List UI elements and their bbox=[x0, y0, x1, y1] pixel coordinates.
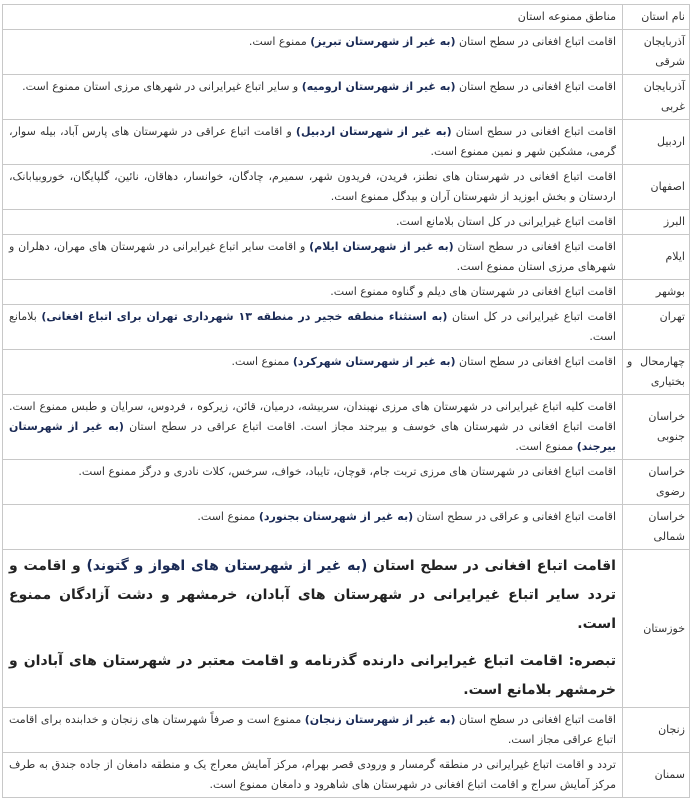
zone-exception: (به غیر از شهرستان ارومیه) bbox=[301, 80, 456, 93]
header-province: نام استان bbox=[623, 5, 690, 30]
zone-exception: (به غیر از شهرستان بیرجند) bbox=[9, 420, 616, 453]
zone-exception: (به غیر از شهرستان تبریز) bbox=[310, 35, 456, 48]
table-row bbox=[3, 460, 690, 505]
zone-text: اقامت اتباع افغانی و عراقی در سطح استان bbox=[413, 510, 616, 523]
zone-cell bbox=[3, 75, 623, 120]
zone-text: و اقامت اتباع عراقی در شهرستان های پارس آباد، بیله سوار، گرمی، مشکین شهر و نمین ممنوع است. bbox=[9, 125, 616, 158]
table-header-row bbox=[3, 5, 690, 30]
zone-text: اقامت اتباع افغانی در سطح استان bbox=[451, 125, 617, 138]
province-cell: اصفهان bbox=[623, 165, 690, 210]
zone-cell bbox=[3, 395, 623, 460]
table-row bbox=[3, 305, 690, 350]
zone-cell bbox=[3, 165, 623, 210]
table-row bbox=[3, 550, 690, 708]
zone-text: ممنوع است و صرفاً شهرستان های زنجان و خدابنده برای اقامت اتباع عراقی مجاز است. bbox=[9, 713, 616, 746]
zone-exception: (به غیر از شهرستان شهرکرد) bbox=[292, 355, 456, 368]
province-cell: اردبیل bbox=[623, 120, 690, 165]
zone-text: اقامت اتباع افغانی در شهرستان های دیلم و گناوه ممنوع است. bbox=[330, 285, 616, 298]
table-row bbox=[3, 505, 690, 550]
table-row bbox=[3, 708, 690, 753]
table-row bbox=[3, 753, 690, 798]
province-cell: بوشهر bbox=[623, 280, 690, 305]
header-zones: مناطق ممنوعه استان bbox=[3, 5, 623, 30]
table-row bbox=[3, 235, 690, 280]
zone-cell bbox=[3, 30, 623, 75]
zone-exception: (به غیر از شهرستان بجنورد) bbox=[258, 510, 414, 523]
zone-exception: (به غیر از شهرستان ایلام) bbox=[309, 240, 454, 253]
zone-cell bbox=[3, 120, 623, 165]
table-row bbox=[3, 120, 690, 165]
zone-text: اقامت اتباع افغانی در سطح استان bbox=[455, 355, 616, 368]
zone-text: اقامت اتباع غیرایرانی در کل استان بلامانع است. bbox=[396, 215, 616, 228]
zone-exception: (به غیر از شهرستان اردبیل) bbox=[295, 125, 452, 138]
zone-text: ممنوع است. bbox=[197, 510, 259, 523]
zone-text: ممنوع است. bbox=[515, 440, 577, 453]
zone-cell bbox=[3, 350, 623, 395]
restricted-zones-table bbox=[2, 4, 690, 798]
province-cell: زنجان bbox=[623, 708, 690, 753]
table-row bbox=[3, 350, 690, 395]
zone-cell bbox=[3, 280, 623, 305]
zone-text: و سایر اتباع غیرایرانی در شهرهای مرزی استان ممنوع است. bbox=[22, 80, 302, 93]
zone-cell bbox=[3, 505, 623, 550]
province-cell: ایلام bbox=[623, 235, 690, 280]
province-cell: خوزستان bbox=[623, 550, 690, 708]
table-row bbox=[3, 395, 690, 460]
zone-text: ممنوع است. bbox=[231, 355, 293, 368]
zone-text: اقامت اتباع افغانی در شهرستان های مرزی تربت جام، قوچان، تایباد، خواف، سرخس، کلات نادری و درگز ممنوع است. bbox=[78, 465, 616, 478]
table-row bbox=[3, 210, 690, 235]
zone-cell bbox=[3, 210, 623, 235]
zone-cell bbox=[3, 550, 623, 708]
zone-text: اقامت اتباع غیرایرانی در کل استان bbox=[447, 310, 616, 323]
zone-cell bbox=[3, 305, 623, 350]
province-cell: خراسان شمالی bbox=[623, 505, 690, 550]
zone-text: بلامانع است. bbox=[9, 310, 616, 343]
zone-exception: (به غیر از شهرستان زنجان) bbox=[304, 713, 456, 726]
province-cell: خراسان رضوی bbox=[623, 460, 690, 505]
zone-text: اقامت اتباع افغانی در شهرستان های نطنز، فریدن، فریدون شهر، سمیرم، چادگان، خوانسار، دهاقان، نائین، گلپایگان، خوروبیابانک، اردستان و بخش ابوزید از شهرستان آران و بیدگل ممنوع است. bbox=[9, 170, 616, 203]
province-cell: تهران bbox=[623, 305, 690, 350]
zone-cell bbox=[3, 235, 623, 280]
table-row bbox=[3, 30, 690, 75]
zone-paragraph bbox=[9, 552, 616, 639]
province-cell: البرز bbox=[623, 210, 690, 235]
zone-text: اقامت اتباع افغانی در سطح استان bbox=[367, 558, 616, 574]
zone-cell bbox=[3, 708, 623, 753]
zone-text: اقامت اتباع افغانی در سطح استان bbox=[453, 240, 616, 253]
table-row bbox=[3, 280, 690, 305]
zone-text: اقامت اتباع افغانی در سطح استان bbox=[455, 713, 616, 726]
province-cell: آذربایجان شرقی bbox=[623, 30, 690, 75]
zone-cell bbox=[3, 460, 623, 505]
zone-text: اقامت کلیه اتباع غیرایرانی در شهرستان های مرزی نهبندان، سربیشه، درمیان، قائن، زیرکوه ، فردوس، سرایان و طبس ممنوع است. اقامت اتباع افغانی در شهرستان های خوسف و بیرجند مجاز است. اقامت اتباع عراقی در سطح استان bbox=[9, 400, 616, 433]
zone-note: تبصره: اقامت اتباع غیرایرانی دارنده گذرنامه و اقامت معتبر در شهرستان های آبادان و خرمشهر بلامانع است. bbox=[9, 653, 616, 698]
province-cell: سمنان bbox=[623, 753, 690, 798]
zone-exception: (به غیر از شهرستان های اهواز و گتوند) bbox=[86, 558, 368, 574]
zone-text: تردد و اقامت اتباع غیرایرانی در منطقه گرمسار و ورودی قصر بهرام، مرکز آمایش معراج یک و منطقه دامغان از جاده جندق به طرف مرکز آمایش سراج و اقامت اتباع افغانی در شهرستان های شاهرود و دامغان ممنوع است. bbox=[9, 758, 616, 791]
province-cell: خراسان جنوبی bbox=[623, 395, 690, 460]
table-row bbox=[3, 75, 690, 120]
province-cell: آذربایجان غربی bbox=[623, 75, 690, 120]
table-row bbox=[3, 165, 690, 210]
zone-exception: (به استثناء منطقه خجیر در منطقه ۱۳ شهرداری تهران برای اتباع افغانی) bbox=[41, 310, 448, 323]
zone-text: و اقامت و تردد سایر اتباع غیرایرانی در شهرستان های آبادان، خرمشهر و دشت آزادگان ممنوع است. bbox=[9, 558, 616, 632]
province-cell: چهارمحال و بختیاری bbox=[623, 350, 690, 395]
zone-cell bbox=[3, 753, 623, 798]
zone-text: و اقامت سایر اتباع غیرایرانی در شهرستان های مهران، دهلران و شهرهای مرزی استان ممنوع است. bbox=[9, 240, 616, 273]
zone-text: اقامت اتباع افغانی در سطح استان bbox=[455, 35, 616, 48]
zone-text: ممنوع است. bbox=[248, 35, 311, 48]
zone-text: اقامت اتباع افغانی در سطح استان bbox=[455, 80, 616, 93]
